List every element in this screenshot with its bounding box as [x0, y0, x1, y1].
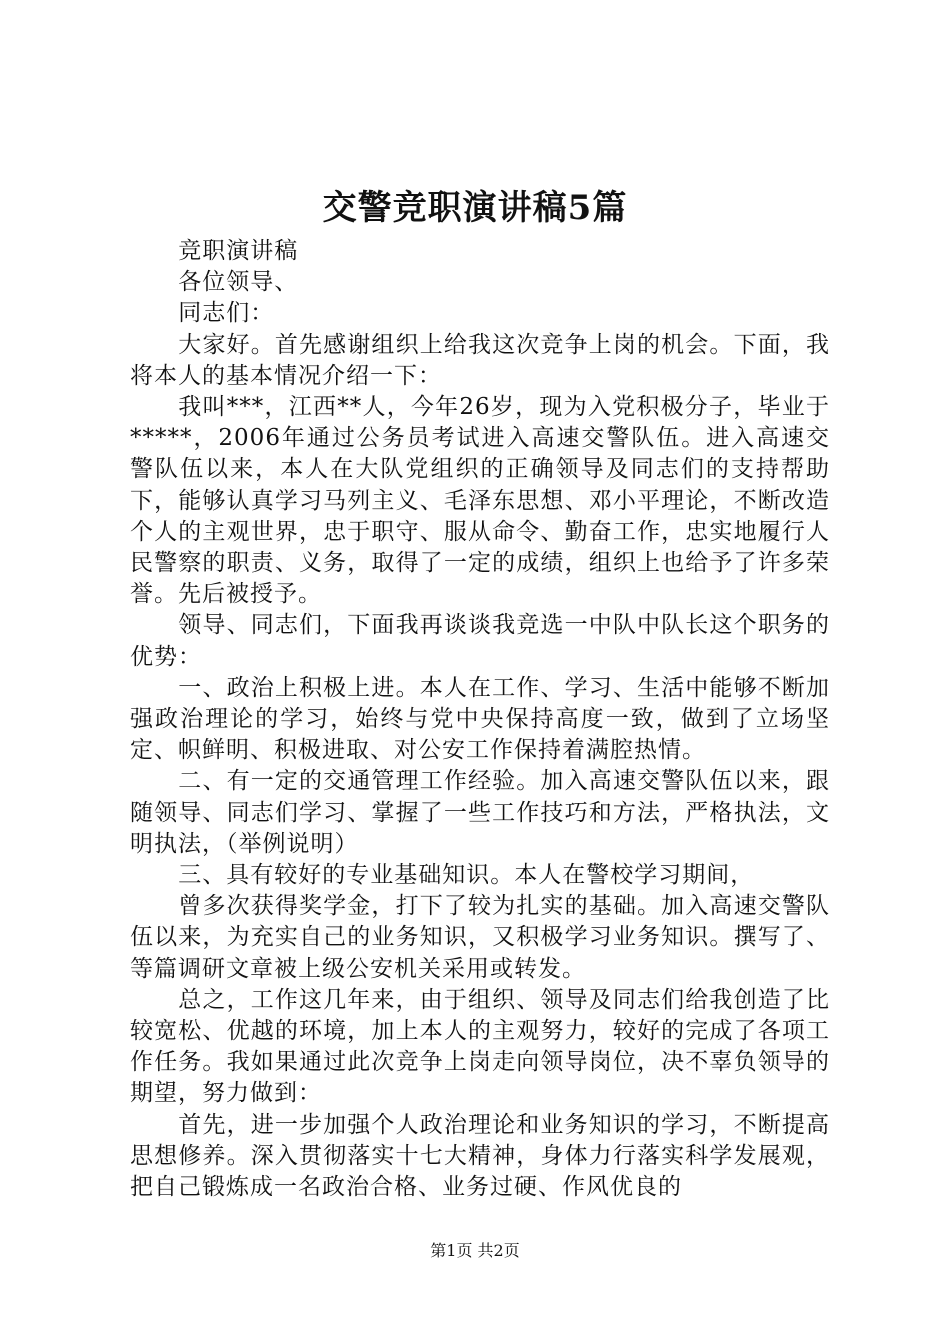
paragraph: 总之，工作这几年来，由于组织、领导及同志们给我创造了比较宽松、优越的环境，加上本人的主观努力，较好的完成了各项工作任务。我如果通过此次竞争上岗走向领导岗位，决不辜负领导的期望，努力做到： [130, 986, 830, 1107]
paragraph: 一、政治上积极上进。本人在工作、学习、生活中能够不断加强政治理论的学习，始终与党中央保持高度一致，做到了立场坚定、帜鲜明、积极进取、对公安工作保持着满腔热情。 [130, 674, 830, 764]
paragraph: 大家好。首先感谢组织上给我这次竞争上岗的机会。下面，我将本人的基本情况介绍一下： [130, 331, 830, 389]
paragraph: 领导、同志们，下面我再谈谈我竞选一中队中队长这个职务的优势： [130, 612, 830, 670]
paragraph: 竞职演讲稿 [178, 238, 299, 264]
document-body [130, 236, 830, 1203]
paragraph: 我叫***，江西**人，今年26岁，现为入党积极分子，毕业于*****，2006年通过公务员考试进入高速交警队伍。进入高速交警队伍以来，本人在大队党组织的正确领导及同志们的支持帮助下，能够认真学习马列主义、毛泽东思想、邓小平理论，不断改造个人的主观世界，忠于职守、服从命令、勤奋工作，忠实地履行人民警察的职责、义务，取得了一定的成绩，组织上也给予了许多荣誉。先后被授予。 [130, 394, 830, 608]
paragraph: 三、具有较好的专业基础知识。本人在警校学习期间， [178, 862, 755, 889]
paragraph: 同志们： [178, 300, 275, 327]
document-title: 交警竞职演讲稿5篇 [322, 188, 628, 228]
paragraph: 曾多次获得奖学金，打下了较为扎实的基础。加入高速交警队伍以来，为充实自己的业务知识，又积极学习业务知识。撰写了、等篇调研文章被上级公安机关采用或转发。 [130, 893, 830, 982]
paragraph: 各位领导、 [178, 269, 299, 296]
page-number-footer: 第1页 共2页 [430, 1241, 520, 1260]
paragraph: 二、有一定的交通管理工作经验。加入高速交警队伍以来，跟随领导、同志们学习、掌握了一些工作技巧和方法，严格执法，文明执法，（举例说明） [130, 768, 830, 857]
paragraph: 首先，进一步加强个人政治理论和业务知识的学习，不断提高思想修养。深入贯彻落实十七大精神，身体力行落实科学发展观，把自己锻炼成一名政治合格、业务过硬、作风优良的 [130, 1111, 830, 1201]
